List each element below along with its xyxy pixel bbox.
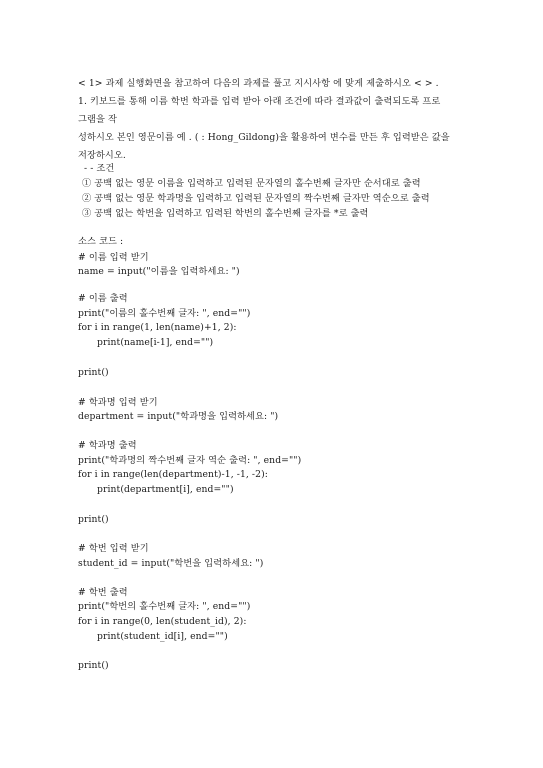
conditions-title: - - 조건 xyxy=(84,163,115,174)
assignment-header: < 1> 과제 실행화면을 참고하여 다음의 과제를 풀고 지시사항 에 맞게 제출하시오 < > . xyxy=(78,78,439,89)
code-line: for i in range(1, len(name)+1, 2): xyxy=(78,322,237,333)
code-line: name = input("이름을 입력하세요: ") xyxy=(78,266,240,277)
code-line: print("학과명의 짝수번째 글자 역순 출력: ", end="") xyxy=(78,455,302,466)
code-line: for i in range(len(department)-1, -1, -2): xyxy=(78,469,268,480)
code-line: print() xyxy=(78,660,109,671)
code-line: # 학번 입력 받기 xyxy=(78,543,149,554)
code-line: print("이름의 홀수번째 글자: ", end="") xyxy=(78,308,251,319)
task-line-2: 그램을 작 xyxy=(78,114,117,125)
code-line: # 학과명 입력 받기 xyxy=(78,397,158,408)
task-line-4: 저장하시오. xyxy=(78,150,126,161)
code-line: print(department[i], end="") xyxy=(97,484,234,495)
code-line: department = input("학과명을 입력하세요: ") xyxy=(78,411,279,422)
code-line: student_id = input("학번을 입력하세요: ") xyxy=(78,558,264,569)
code-line: print("학번의 홀수번째 글자: ", end="") xyxy=(78,601,251,612)
task-line-1: 1. 키보드를 통해 이름 학번 학과를 입력 받아 아래 조건에 따라 결과값이 출력되도록 프로 xyxy=(78,96,441,107)
code-line: # 학번 출력 xyxy=(78,587,128,598)
code-line: for i in range(0, len(student_id), 2): xyxy=(78,616,247,627)
code-line: print() xyxy=(78,367,109,378)
code-line: # 학과명 출력 xyxy=(78,440,137,451)
source-label: 소스 코드 : xyxy=(78,236,124,247)
code-line: # 이름 입력 받기 xyxy=(78,252,149,263)
code-line: print(name[i-1], end="") xyxy=(97,337,214,348)
condition-item: ② 공백 없는 영문 학과명을 입력하고 입력된 문자열의 짝수번째 글자만 역순으로 출력 xyxy=(82,193,430,204)
code-line: # 이름 출력 xyxy=(78,293,128,304)
task-line-3: 성하시오 본인 영문이름 예 . ( : Hong_Gildong)을 활용하여 변수를 만든 후 입력받은 값을 xyxy=(78,132,450,143)
condition-item: ① 공백 없는 영문 이름을 입력하고 입력된 문자열의 홀수번째 글자만 순서대로 출력 xyxy=(82,178,421,189)
code-line: print() xyxy=(78,514,109,525)
code-line: print(student_id[i], end="") xyxy=(97,631,228,642)
condition-item: ③ 공백 없는 학번을 입력하고 입력된 학번의 홀수번째 글자를 *로 출력 xyxy=(82,208,369,219)
